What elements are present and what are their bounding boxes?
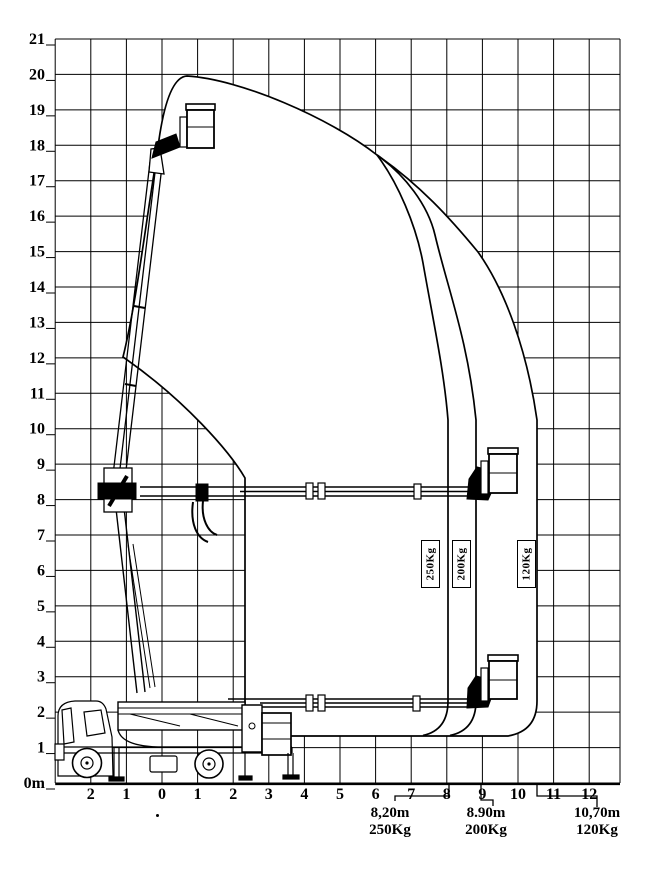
- y-tick-label: 14: [29, 278, 45, 296]
- x-tick-label: 2: [229, 786, 238, 803]
- capacity-label-200kg: [452, 540, 471, 588]
- annotation-120kg-load: 120Kg: [576, 822, 618, 838]
- y-tick-label: 17: [29, 172, 45, 190]
- annotation-120kg: [542, 805, 652, 839]
- x-tick-label: 9: [478, 786, 487, 803]
- y-tick-label: 13: [29, 314, 45, 332]
- x-tick-label: 2: [86, 786, 95, 803]
- platform-skirt: [118, 730, 245, 747]
- y-tick-label: 5: [37, 597, 45, 615]
- front-wheel: [73, 749, 102, 778]
- rear-outrigger: [288, 753, 293, 775]
- annotation-250kg-load: 250Kg: [369, 822, 411, 838]
- rear-wheel: [195, 750, 223, 778]
- x-tick-label: 1: [193, 786, 202, 803]
- annotation-200kg-load: 200Kg: [465, 822, 507, 838]
- capacity-label-120kg-text: 120Kg: [520, 547, 533, 581]
- x-tick-label: 8: [442, 786, 451, 803]
- y-tick-label: 11: [29, 385, 45, 403]
- basket-top: [180, 104, 215, 148]
- y-tick-label: 0m: [23, 775, 45, 792]
- capacity-label-250kg-text: 250Kg: [424, 547, 437, 581]
- y-tick-label: 2: [37, 704, 45, 722]
- stray-dot: [156, 814, 159, 817]
- annotation-200kg: [431, 805, 541, 839]
- x-tick-label: 3: [264, 786, 273, 803]
- capacity-label-120kg: [517, 540, 536, 588]
- x-tick-label: 7: [407, 786, 416, 803]
- stowed-basket: [262, 713, 291, 755]
- x-tick-label: 11: [546, 786, 562, 803]
- underbody-box: [150, 756, 177, 772]
- y-tick-label: 6: [37, 562, 45, 580]
- y-tick-label: 10: [29, 420, 45, 438]
- x-tick-label: 0: [158, 786, 166, 803]
- y-tick-label: 1: [37, 739, 45, 757]
- y-tick-label: 12: [29, 349, 45, 367]
- y-tick-label: 16: [29, 208, 45, 226]
- reach-callout-brackets: [395, 783, 597, 807]
- x-tick-label: 6: [371, 786, 380, 803]
- x-tick-label: 10: [510, 786, 526, 803]
- working-envelopes: [123, 76, 537, 736]
- truck-bumper: [55, 744, 64, 760]
- truck-door-window: [84, 710, 105, 736]
- x-tick-label: 5: [336, 786, 344, 803]
- x-tick-label: 4: [300, 786, 309, 803]
- y-tick-label: 19: [29, 101, 45, 119]
- y-tick-label: 21: [29, 30, 45, 48]
- bracket-250kg: [395, 783, 449, 801]
- annotation-250kg: [335, 805, 445, 839]
- y-tick-label: 3: [37, 668, 45, 686]
- y-tick-label: 20: [29, 66, 45, 84]
- capacity-label-200kg-text: 200Kg: [455, 547, 468, 581]
- front-outrigger: [114, 747, 119, 777]
- x-tick-label: 12: [581, 786, 598, 803]
- annotation-250kg-reach: 8,20m: [370, 805, 410, 821]
- y-tick-label: 18: [29, 137, 45, 155]
- y-tick-label: 4: [37, 633, 45, 651]
- truck: [55, 701, 299, 781]
- y-tick-label: 15: [29, 243, 45, 261]
- y-tick-label: 7: [37, 526, 45, 544]
- x-tick-label: 1: [122, 786, 131, 803]
- y-tick-label: 9: [37, 456, 45, 474]
- annotation-120kg-reach: 10,70m: [573, 805, 621, 821]
- y-tick-label: 8: [37, 491, 45, 509]
- annotation-200kg-reach: 8.90m: [466, 805, 506, 821]
- capacity-label-250kg: [421, 540, 440, 588]
